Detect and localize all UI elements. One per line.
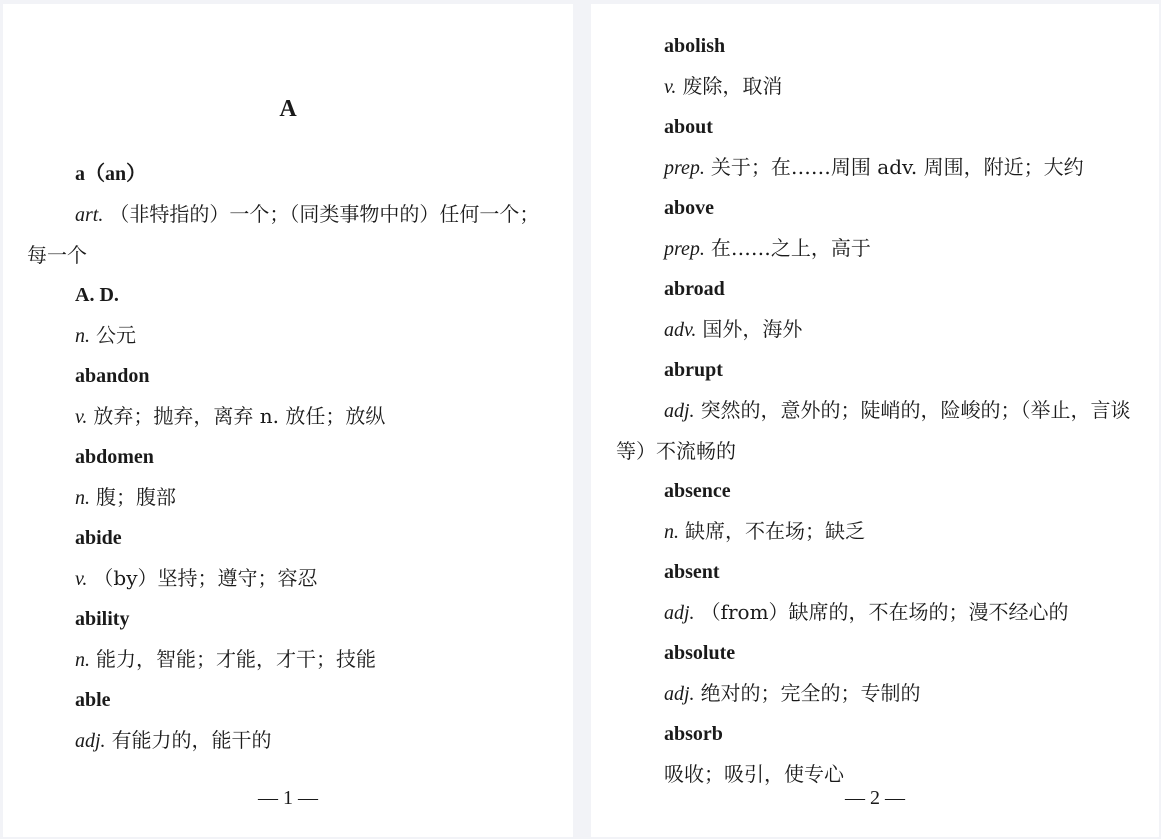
part-of-speech: v. bbox=[664, 76, 677, 98]
headword: above bbox=[664, 197, 714, 219]
headword: A. D. bbox=[75, 284, 119, 306]
dictionary-entry bbox=[27, 154, 555, 275]
page-number: — 1 — bbox=[258, 787, 318, 809]
part-of-speech: v. bbox=[75, 406, 88, 428]
definition bbox=[616, 673, 1141, 714]
definition bbox=[27, 558, 555, 599]
definition bbox=[616, 309, 1141, 350]
definition-text: （by）坚持；遵守；容忍 bbox=[93, 566, 318, 590]
section-letter-heading: A bbox=[279, 96, 297, 122]
definition-text: （from）缺席的，不在场的；漫不经心的 bbox=[700, 600, 1069, 624]
definition bbox=[27, 639, 555, 680]
dictionary-entry bbox=[27, 356, 555, 437]
dictionary-entry bbox=[616, 714, 1141, 795]
part-of-speech: v. bbox=[75, 568, 88, 590]
part-of-speech: n. bbox=[75, 487, 90, 509]
headword: absolute bbox=[664, 642, 736, 664]
part-of-speech: adj. bbox=[664, 602, 695, 624]
definition bbox=[616, 511, 1141, 552]
dictionary-entry bbox=[616, 471, 1141, 552]
definition bbox=[616, 66, 1141, 107]
definition bbox=[27, 315, 555, 356]
entry-list bbox=[591, 26, 1159, 795]
definition-text: 国外，海外 bbox=[702, 317, 803, 341]
definition bbox=[27, 477, 555, 518]
dictionary-entry bbox=[616, 633, 1141, 714]
part-of-speech: n. bbox=[664, 521, 679, 543]
definition bbox=[616, 228, 1141, 269]
page-number: — 2 — bbox=[845, 787, 905, 809]
headword: able bbox=[75, 689, 111, 711]
definition-text: 公元 bbox=[96, 323, 136, 347]
definition-text: 绝对的；完全的；专制的 bbox=[700, 681, 921, 705]
definition bbox=[616, 390, 1141, 471]
dictionary-page-1 bbox=[3, 4, 573, 837]
definition-text: 放弃；抛弃，离弃 n. 放任；放纵 bbox=[93, 404, 386, 428]
dictionary-entry bbox=[27, 437, 555, 518]
dictionary-page-2 bbox=[591, 4, 1159, 837]
dictionary-entry bbox=[27, 275, 555, 356]
part-of-speech: adj. bbox=[664, 683, 695, 705]
definition-text: 吸收；吸引，使专心 bbox=[664, 762, 844, 786]
dictionary-entry bbox=[616, 552, 1141, 633]
headword: abide bbox=[75, 527, 122, 549]
headword: abrupt bbox=[664, 359, 723, 381]
part-of-speech: art. bbox=[75, 204, 104, 226]
dictionary-entry bbox=[616, 26, 1141, 107]
dictionary-entry bbox=[616, 350, 1141, 471]
dictionary-entry bbox=[27, 680, 555, 761]
part-of-speech: adj. bbox=[664, 400, 695, 422]
definition bbox=[27, 194, 555, 275]
dictionary-entry bbox=[616, 107, 1141, 188]
definition bbox=[27, 396, 555, 437]
definition bbox=[616, 147, 1141, 188]
definition-text: 缺席，不在场；缺乏 bbox=[685, 519, 865, 543]
part-of-speech: n. bbox=[75, 325, 90, 347]
definition-text: 腹；腹部 bbox=[96, 485, 176, 509]
headword: a（an） bbox=[75, 163, 147, 185]
definition-text: 突然的，意外的；陡峭的，险峻的；（举止，言谈等）不流畅的 bbox=[616, 398, 1131, 463]
definition-text: 能力，智能；才能，才干；技能 bbox=[96, 647, 376, 671]
part-of-speech: prep. bbox=[664, 157, 705, 179]
headword: absorb bbox=[664, 723, 723, 745]
headword: abdomen bbox=[75, 446, 154, 468]
headword: abroad bbox=[664, 278, 725, 300]
definition bbox=[616, 592, 1141, 633]
headword: abolish bbox=[664, 35, 726, 57]
dictionary-entry bbox=[27, 518, 555, 599]
part-of-speech: adj. bbox=[75, 730, 106, 752]
definition-text: 关于；在……周围 adv. 周围，附近；大约 bbox=[710, 155, 1084, 179]
headword: ability bbox=[75, 608, 130, 630]
definition-text: 在……之上，高于 bbox=[710, 236, 871, 260]
definition-text: 废除，取消 bbox=[682, 74, 783, 98]
entry-list bbox=[3, 154, 573, 761]
part-of-speech: n. bbox=[75, 649, 90, 671]
dictionary-entry bbox=[616, 188, 1141, 269]
headword: absence bbox=[664, 480, 731, 502]
part-of-speech: prep. bbox=[664, 238, 705, 260]
dictionary-entry bbox=[616, 269, 1141, 350]
headword: about bbox=[664, 116, 713, 138]
definition-text: 有能力的，能干的 bbox=[111, 728, 272, 752]
definition-text: （非特指的）一个；（同类事物中的）任何一个；每一个 bbox=[27, 202, 540, 267]
headword: abandon bbox=[75, 365, 150, 387]
dictionary-entry bbox=[27, 599, 555, 680]
headword: absent bbox=[664, 561, 720, 583]
definition bbox=[27, 720, 555, 761]
part-of-speech: adv. bbox=[664, 319, 697, 341]
